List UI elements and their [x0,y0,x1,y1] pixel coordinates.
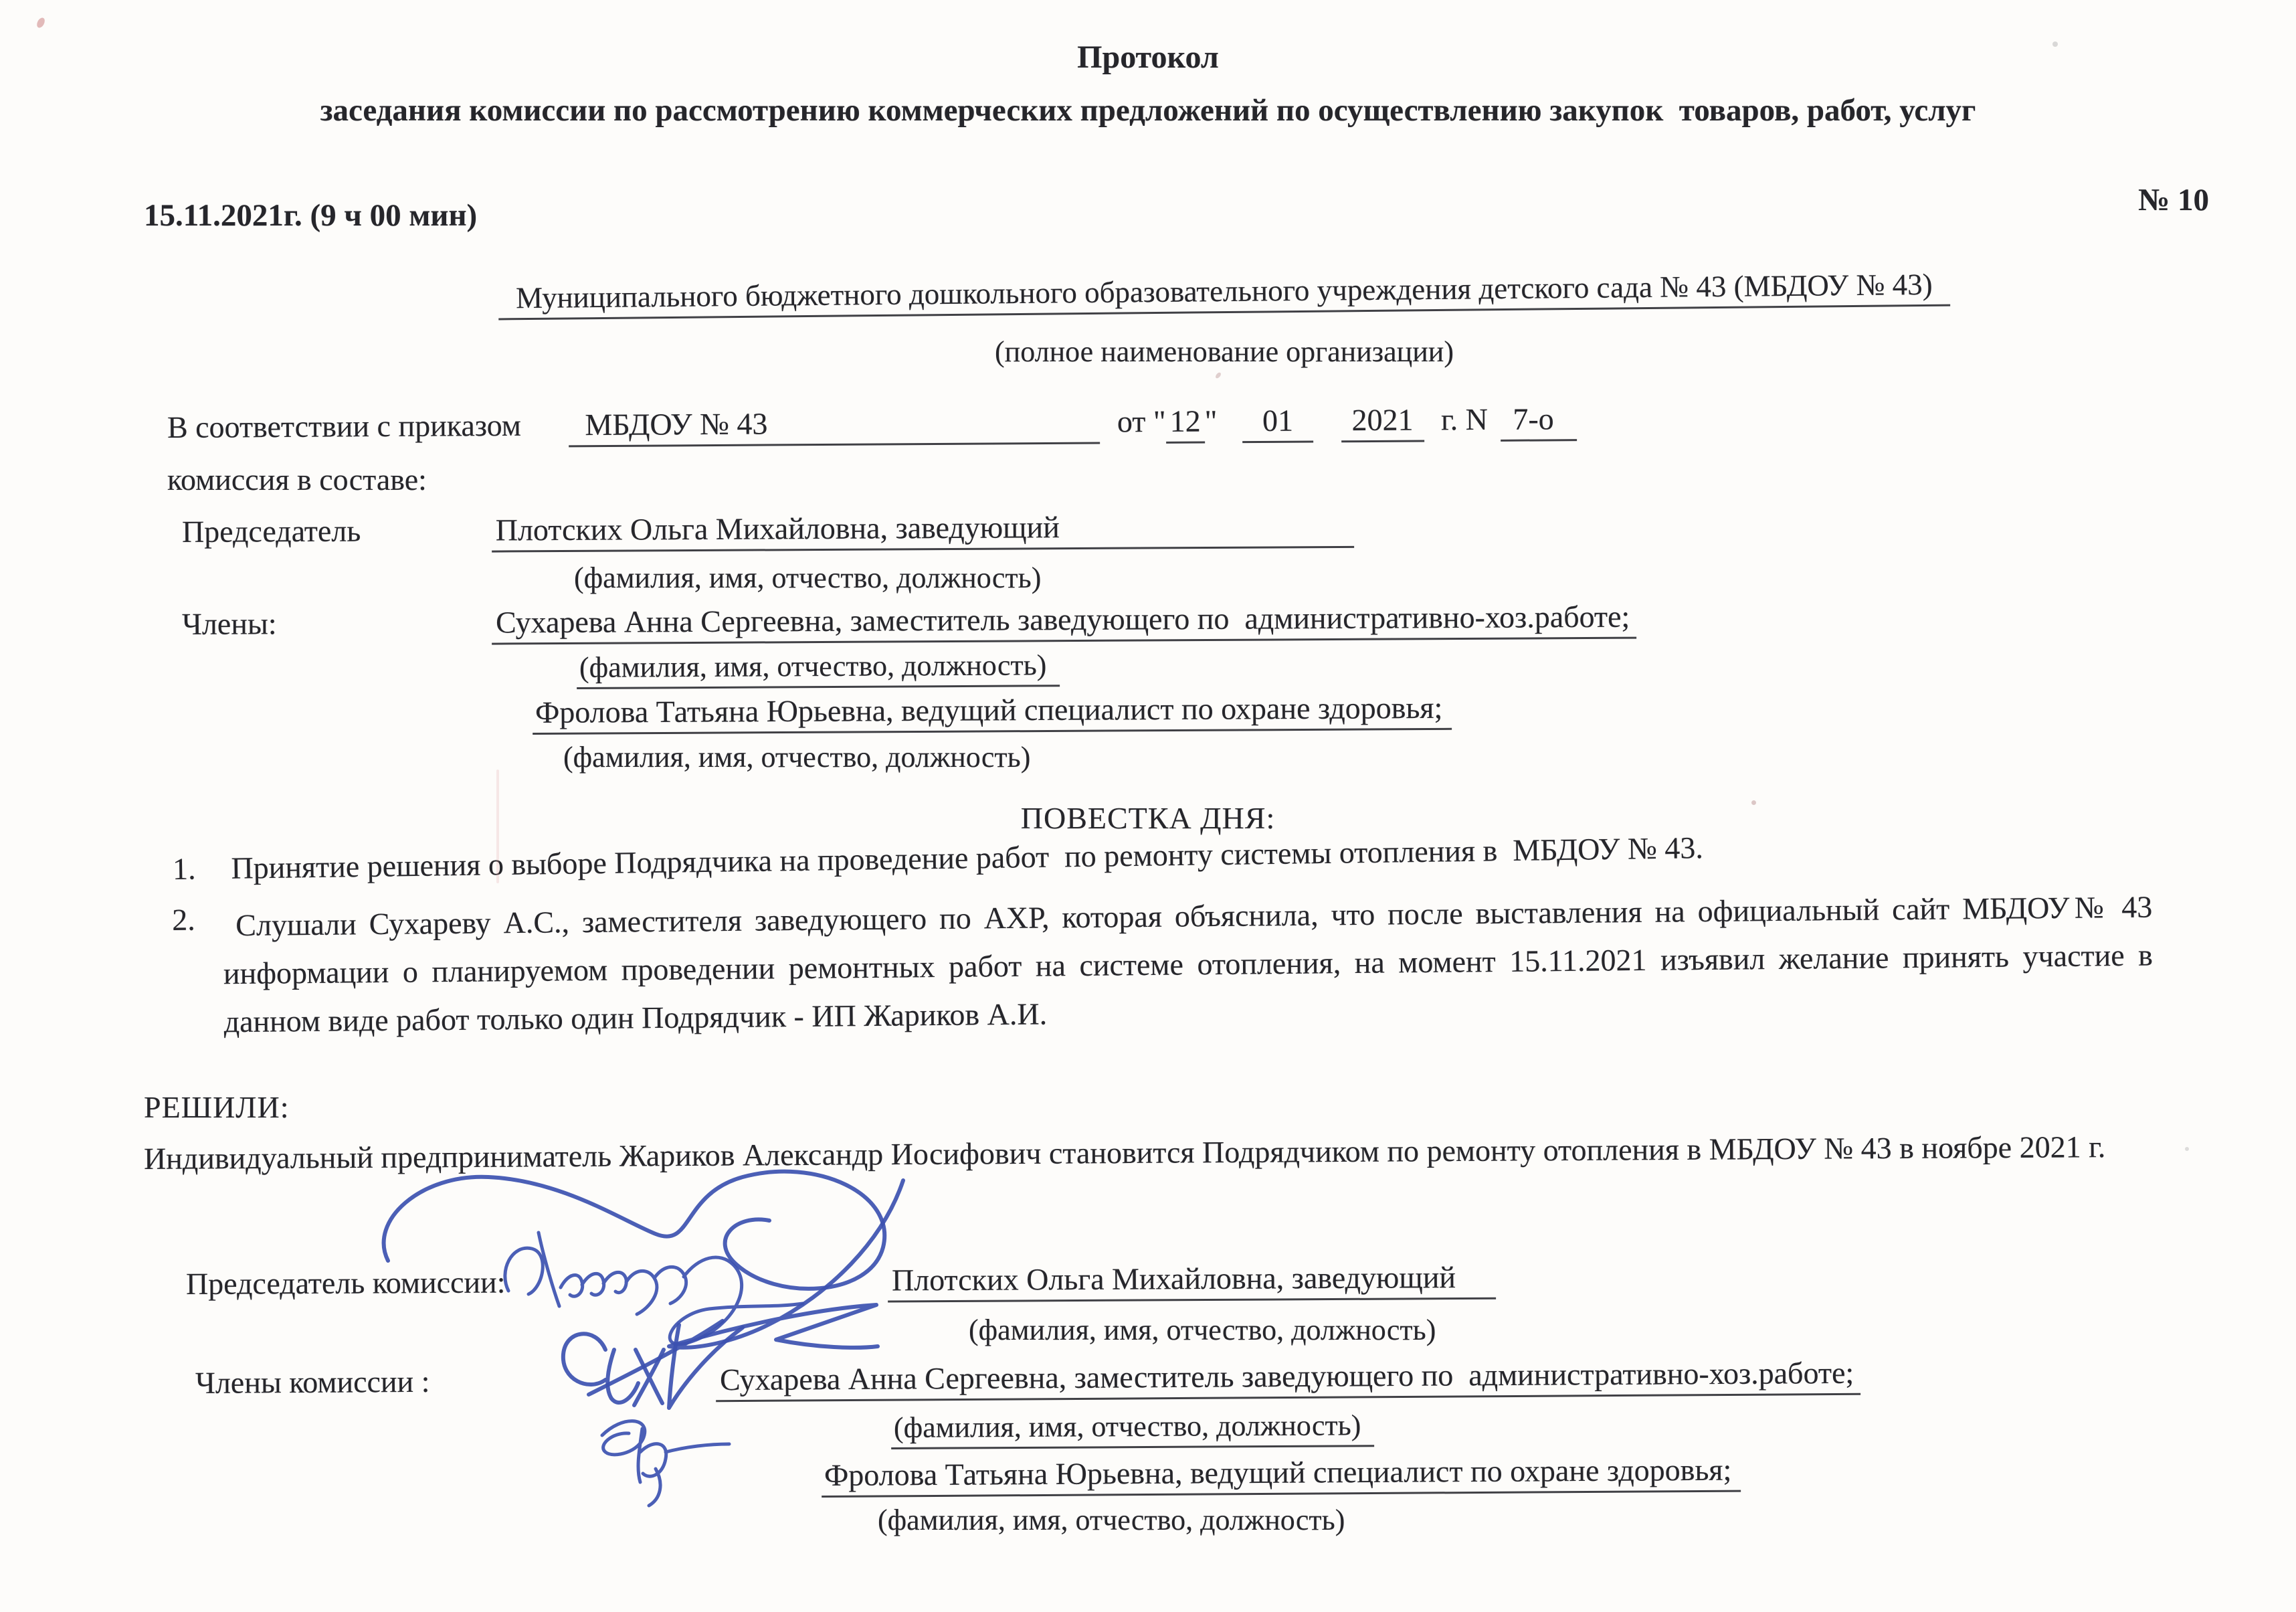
signature-member2 [565,1405,766,1519]
order-gn: г. N [1440,401,1489,437]
scan-speck [2185,1147,2189,1151]
order-organization-field: МБДОУ № 43 [569,404,1100,447]
order-year-field: 2021 [1341,402,1424,443]
organization-caption: (полное наименование организации) [995,335,1454,368]
signature-member1-stroke [563,1325,743,1408]
document-subtitle-text: заседания комиссии по рассмотрению коммерческих предложений по осуществлению закупок товаров, работ, услуг [320,93,1976,128]
member2-row [533,690,1452,735]
scan-speck [35,17,46,29]
resolved-heading: РЕШИЛИ: [144,1090,290,1124]
member2-caption: (фамилия, имя, отчество, должность) [563,741,1031,774]
signature-member2-stroke [602,1421,729,1506]
signature-chair-loops [384,1172,885,1289]
agenda-item-2 [171,883,2161,1047]
committee-intro: комиссия в составе: [167,462,427,497]
sig-chair-name: Плотских Ольга Михайловна, заведующий [888,1259,1496,1303]
document-datetime: 15.11.2021г. (9 ч 00 мин) [144,198,478,233]
order-prefix: В соответствии с приказом [167,408,522,444]
member1-caption: (фамилия, имя, отчество, должность) [577,648,1060,689]
members-row [182,596,2256,646]
member1-name: Сухарева Анна Сергеевна, заместитель заведующего по административно-хоз.работе; [492,599,1637,645]
scan-speck [1214,371,1222,379]
sig-chair-label: Председатель комиссии: [185,1265,506,1301]
document-subtitle [0,92,2296,128]
document-number: № 10 [2138,183,2209,217]
sig-member1-caption: (фамилия, имя, отчество, должность) [891,1408,1375,1449]
sig-chair-caption: (фамилия, имя, отчество, должность) [969,1314,1436,1346]
order-line [167,397,2174,450]
agenda-item-2-text: Слушали Сухареву А.С., заместителя заведующего по АХР, которая объяснила, что после выставления на официальный сайт МБДОУ№ 43 информации о планируемом проведении ремонтных работ на системе отопления, на момент 15.11.2021 изъявил желание принять участие в данном виде работ только один Подрядчик - ИП Жариков А.И. [223,889,2161,1039]
sig-member1-name: Сухарева Анна Сергеевна, заместитель заведующего по административно-хоз.работе; [716,1355,1861,1402]
agenda-item-2-number: 2. [171,902,195,937]
document-title [0,39,2296,76]
agenda-item-1-text: Принятие решения о выборе Подрядчика на проведение работ по ремонту системы отопления в МБДОУ № 43. [231,830,1704,885]
chair-label: Председатель [181,513,361,549]
agenda-heading: ПОВЕСТКА ДНЯ: [1020,801,1276,835]
organization-name-line [462,266,1987,321]
organization-name: Муниципального бюджетного дошкольного образовательного учреждения детского сада № 43 (МБДОУ № 43) [498,267,1950,321]
order-ot: от " [1117,404,1166,439]
order-number-field: 7-о [1501,401,1577,442]
sig-member2-caption: (фамилия, имя, отчество, должность) [878,1504,1345,1536]
order-month-field: 01 [1242,403,1313,444]
members-label: Члены: [181,606,277,641]
agenda-item-1-number: 1. [172,851,196,886]
chair-name: Плотских Ольга Михайловна, заведующий [492,508,1354,553]
sig-member2-name: Фролова Татьяна Юрьевна, ведущий специалист по охране здоровья; [822,1452,1741,1498]
resolved-text: Индивидуальный предприниматель Жариков Александр Иосифович становится Подрядчиком по ремонту отопления в МБДОУ № 43 в ноябре 2021 г. [143,1130,2106,1176]
member2-name: Фролова Татьяна Юрьевна, ведущий специалист по охране здоровья; [533,690,1452,735]
document-title-text: Протокол [1077,39,1219,75]
chair-caption: (фамилия, имя, отчество, должность) [574,561,1042,594]
sig-member2-row [822,1452,1741,1498]
sig-members-label: Члены комиссии : [195,1364,430,1400]
chair-row [182,503,2189,554]
order-day-field: 12 [1166,404,1205,444]
order-quote: " [1204,404,1218,438]
